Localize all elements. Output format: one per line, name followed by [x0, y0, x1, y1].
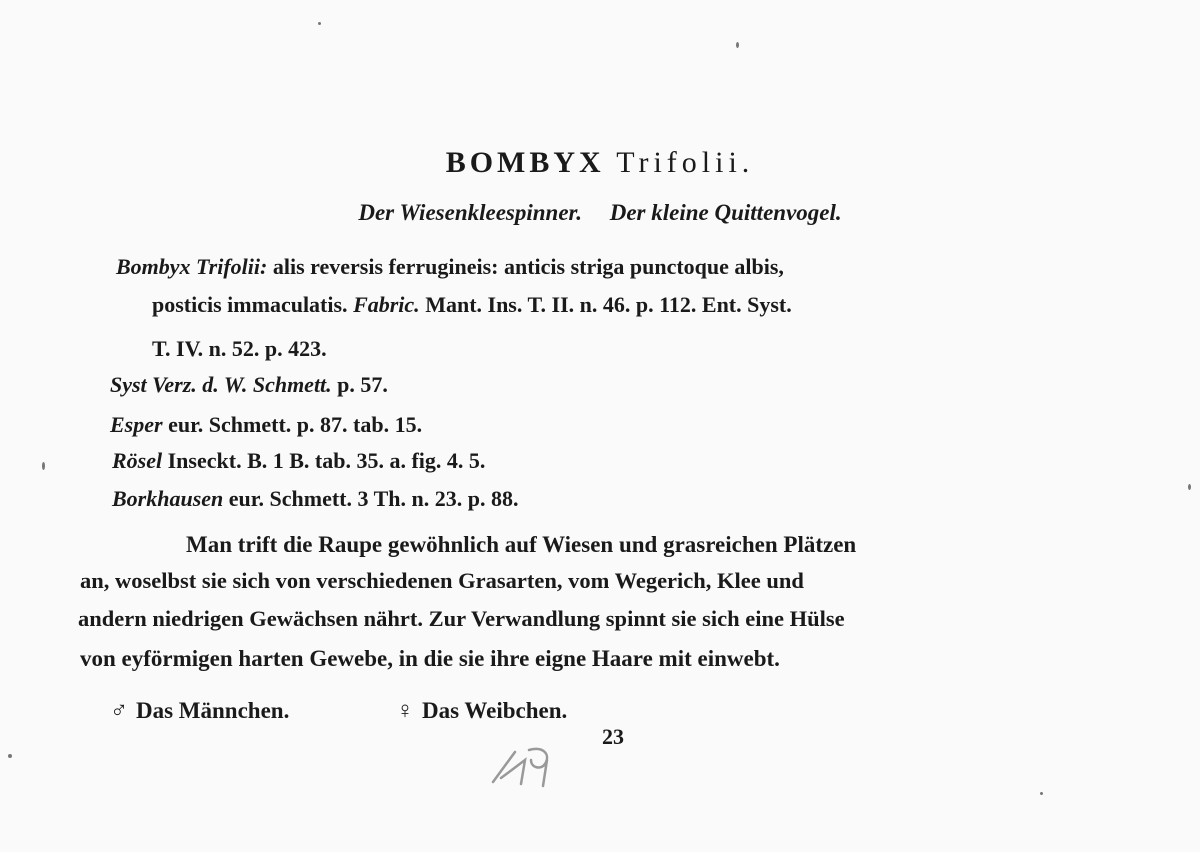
male-label: Das Männchen.: [136, 698, 290, 723]
reference-line: [152, 336, 327, 362]
reference-source: Esper: [110, 412, 163, 437]
paragraph-line: von eyförmigen harten Gewebe, in die sie ihre eigne Haare mit einwebt.: [80, 646, 780, 671]
paper-speck: [8, 754, 12, 758]
paragraph-line: andern niedrigen Gewächsen nährt. Zur Verwandlung spinnt sie sich eine Hülse: [78, 606, 845, 631]
species-name: Trifolii.: [616, 146, 755, 179]
pencil-mark-icon: [485, 740, 565, 790]
reference-source: Bombyx Trifolii:: [116, 254, 268, 279]
reference-text: T. IV. n. 52. p. 423.: [152, 336, 327, 361]
paragraph-line: Man trift die Raupe gewöhnlich auf Wiesen und grasreichen Plätzen: [186, 532, 857, 557]
paper-speck: [736, 42, 739, 48]
vernacular-names: [0, 200, 1200, 226]
reference-text: Mant. Ins. T. II. n. 46. p. 112. Ent. Syst.: [419, 292, 792, 317]
reference-text: eur. Schmett. p. 87. tab. 15.: [162, 412, 423, 437]
female-symbol-icon: ♀: [396, 698, 414, 724]
reference-source: Borkhausen: [112, 486, 224, 511]
reference-text: p. 57.: [331, 372, 388, 397]
reference-text: posticis immaculatis.: [152, 292, 354, 317]
reference-line: [112, 448, 485, 474]
reference-text: alis reversis ferrugineis: anticis striga punctoque albis,: [267, 254, 784, 279]
paper-speck: [1040, 792, 1043, 795]
reference-line: [112, 486, 519, 512]
reference-text: Inseckt. B. 1 B. tab. 35. a. fig. 4. 5.: [162, 448, 486, 473]
reference-line: [116, 254, 784, 280]
reference-line: [152, 292, 792, 318]
reference-source: Fabric.: [353, 292, 420, 317]
paper-speck: [1188, 484, 1191, 490]
page-number: 23: [602, 724, 624, 749]
reference-line: [110, 412, 422, 438]
reference-text: eur. Schmett. 3 Th. n. 23. p. 88.: [223, 486, 519, 511]
male-caption: [110, 698, 289, 725]
paper-speck: [318, 22, 321, 25]
page-title: [0, 146, 1200, 180]
vernacular-name-1: Der Wiesenkleespinner.: [358, 200, 582, 225]
female-label: Das Weibchen.: [422, 698, 568, 723]
reference-source: Rösel: [112, 448, 163, 473]
paper-speck: [42, 462, 45, 470]
vernacular-name-2: Der kleine Quittenvogel.: [609, 200, 842, 225]
male-symbol-icon: ♂: [110, 698, 128, 724]
paragraph-line: an, woselbst sie sich von verschiedenen Grasarten, vom Wegerich, Klee und: [80, 568, 804, 593]
female-caption: [396, 698, 567, 725]
reference-source: Syst Verz. d. W. Schmett.: [110, 372, 332, 397]
genus-name: BOMBYX: [445, 146, 605, 179]
reference-line: [110, 372, 388, 398]
